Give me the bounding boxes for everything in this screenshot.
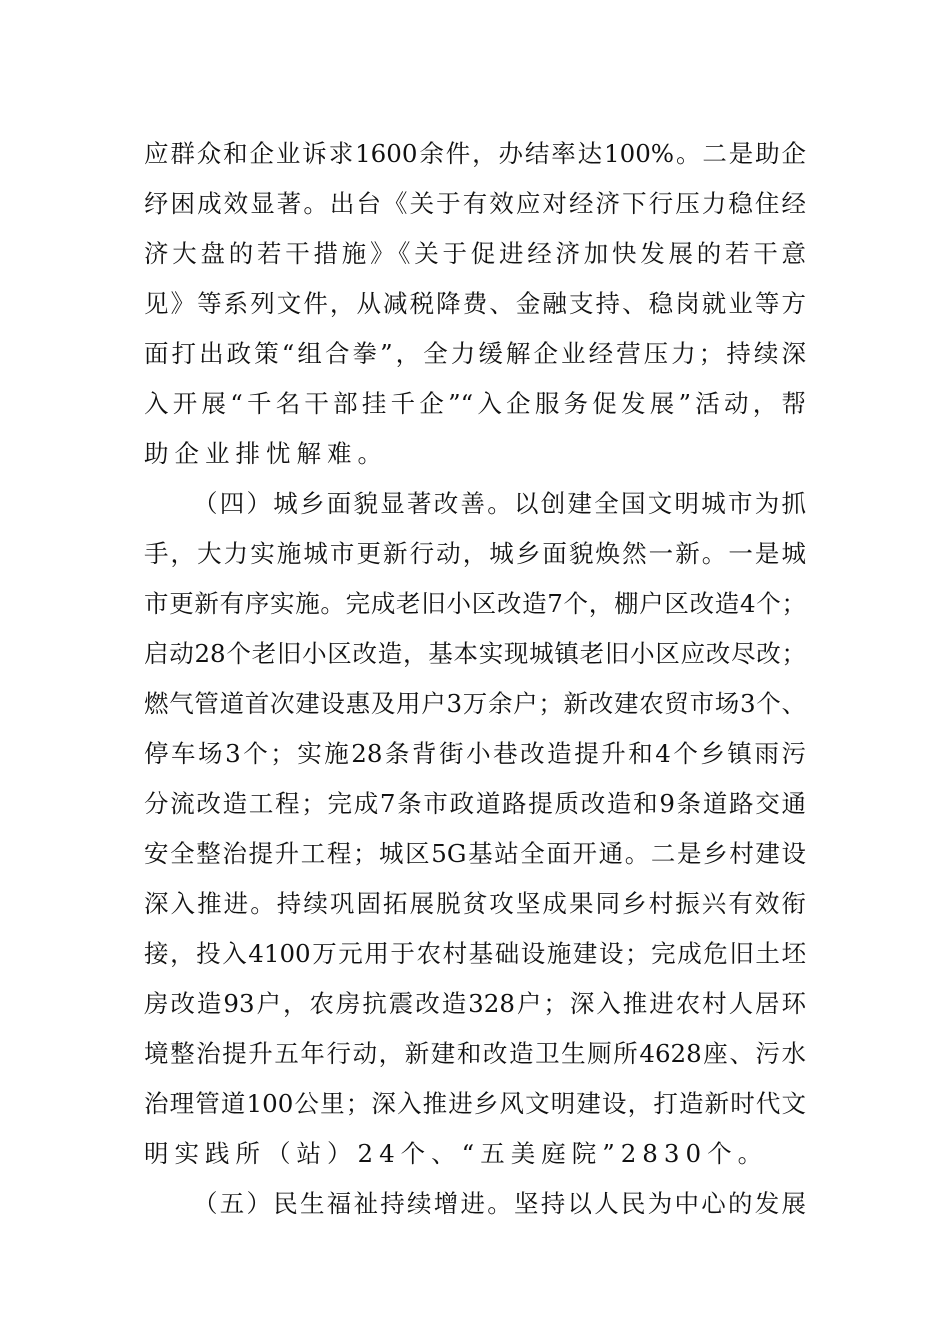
text-line: 分流改造工程；完成7条市政道路提质改造和9条道路交通 <box>144 789 806 818</box>
text-line: 境整治提升五年行动，新建和改造卫生厕所4628座、污水 <box>144 1039 806 1068</box>
text-line: 房改造93户，农房抗震改造328户；深入推进农村人居环 <box>144 989 806 1018</box>
text-line: 手，大力实施城市更新行动，城乡面貌焕然一新。一是城 <box>144 539 806 568</box>
text-line: 入开展“千名干部挂千企”“入企服务促发展”活动，帮 <box>144 389 806 418</box>
text-line: 纾困成效显著。出台《关于有效应对经济下行压力稳住经 <box>144 189 806 218</box>
text-line: 应群众和企业诉求1600余件，办结率达100%。二是助企 <box>144 139 806 168</box>
text-line: 市更新有序实施。完成老旧小区改造7个，棚户区改造4个； <box>144 589 806 618</box>
text-line: 明实践所（站）24个、“五美庭院”2830个。 <box>144 1139 769 1168</box>
section-heading-line: （五）民生福祉持续增进。坚持以人民为中心的发展 <box>193 1189 806 1218</box>
text-line: 治理管道100公里；深入推进乡风文明建设，打造新时代文 <box>144 1089 806 1118</box>
text-line: 安全整治提升工程；城区5G基站全面开通。二是乡村建设 <box>144 839 806 868</box>
text-line: 济大盘的若干措施》《关于促进经济加快发展的若干意 <box>144 239 806 268</box>
text-line: 见》等系列文件，从减税降费、金融支持、稳岗就业等方 <box>144 289 806 318</box>
text-line: 深入推进。持续巩固拓展脱贫攻坚成果同乡村振兴有效衔 <box>144 889 806 918</box>
section-heading-line: （四）城乡面貌显著改善。以创建全国文明城市为抓 <box>193 489 806 518</box>
text-line: 停车场3个；实施28条背街小巷改造提升和4个乡镇雨污 <box>144 739 806 768</box>
text-line: 燃气管道首次建设惠及用户3万余户；新改建农贸市场3个、 <box>144 689 806 718</box>
text-line: 面打出政策“组合拳”，全力缓解企业经营压力；持续深 <box>144 339 806 368</box>
text-line: 接，投入4100万元用于农村基础设施建设；完成危旧土坯 <box>144 939 806 968</box>
text-line: 助企业排忧解难。 <box>144 439 388 468</box>
text-line: 启动28个老旧小区改造，基本实现城镇老旧小区应改尽改； <box>144 639 806 668</box>
